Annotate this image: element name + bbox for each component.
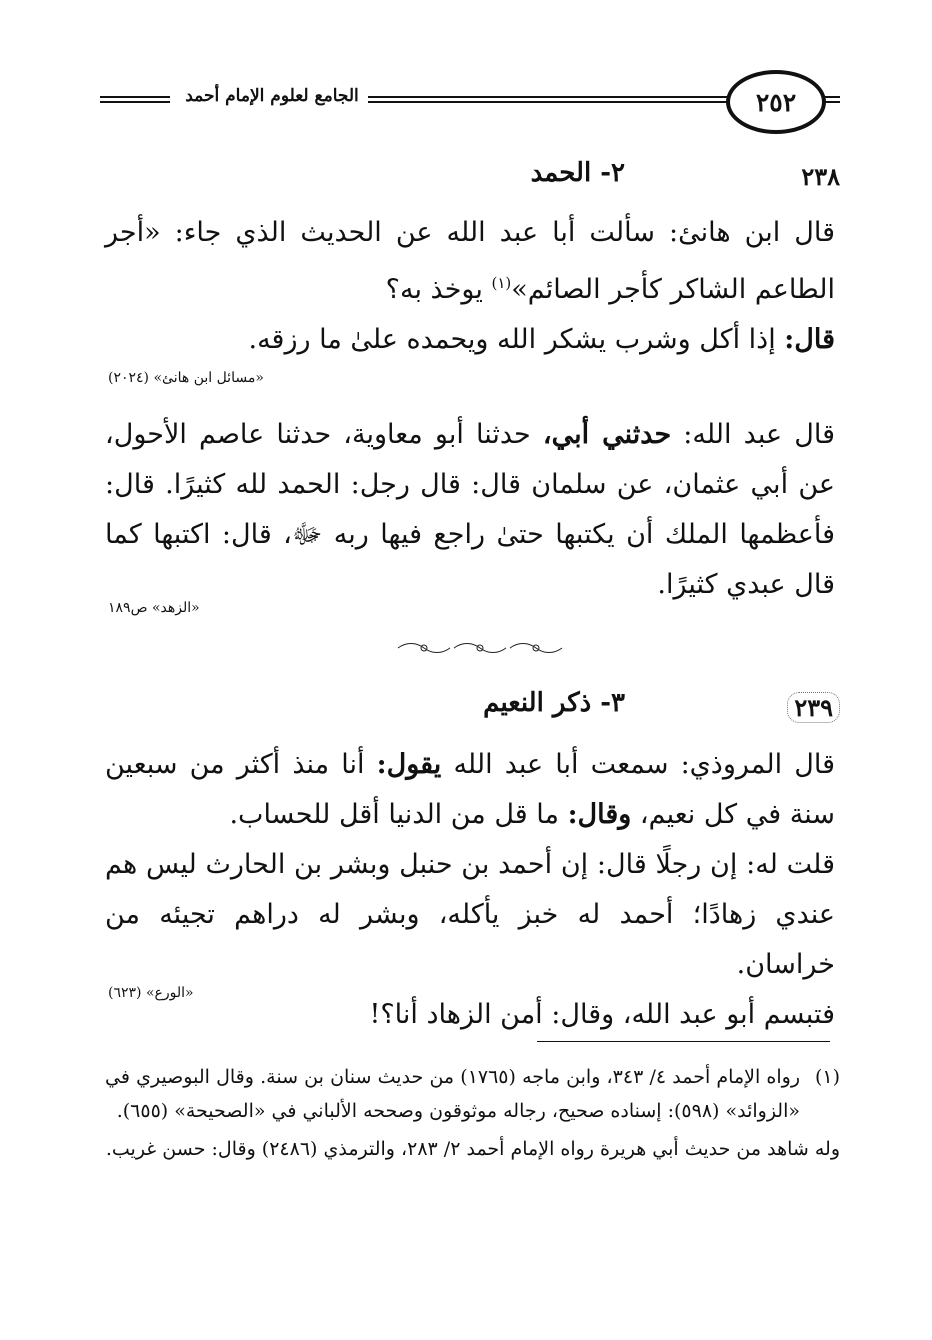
source-citation: «الورع» (٦٢٣) [108,985,194,1001]
entry-text-239 [105,740,835,1040]
entry-title: ٣- ذكر النعيم [483,688,625,718]
footnote-1 [105,1060,840,1128]
paragraph: قلت له: إن رجلًا قال: إن أحمد بن حنبل وبشر بن الحارث ليس هم عندي زهادًا؛ أحمد له خبز يأكله، وبشر له دراهم تجيئه من خراسان. [105,849,835,980]
footnote-continuation: وله شاهد من حديث أبي هريرة رواه الإمام أحمد ٢/ ٢٨٣، والترمذي (٢٤٨٦) وقال: حسن غريب. [105,1138,840,1160]
text-run: قال المروذي: سمعت أبا عبد الله [441,749,835,780]
header-rule-left [100,96,170,103]
source-citation: «الزهد» ص١٨٩ [108,600,200,616]
book-title: الجامع لعلوم الإمام أحمد [185,86,359,106]
footnote-separator [537,1041,830,1042]
running-header [100,70,840,130]
paragraph: فتبسم أبو عبد الله، وقال: أمن الزهاد أنا؟! [369,999,835,1030]
bold-run: وقال: [567,799,632,830]
bold-run: يقول: [376,749,442,780]
text-run: حدثنا أبو معاوية، حدثنا عاصم الأحول، عن أبي عثمان، عن سلمان قال: قال رجل: الحمد لله كثيرًا. قال: فأعظمها الملك أن يكتبها حتىٰ راجع فيها ربه ﷻ، قال: اكتبها كما قال عبدي كثيرًا. [105,419,835,600]
paragraph [105,208,835,315]
text-run: قال ابن هانئ: سألت أبا عبد الله عن الحديث الذي جاء: «أجر الطاعم الشاكر كأجر الصائم» [105,217,835,305]
page-number: ٢٥٢ [726,70,826,134]
bold-run: قال: [784,324,835,355]
bold-run: حدثني أبي، [542,419,672,450]
entry-number: ٢٣٨ [801,162,840,191]
entry-heading-239 [100,688,840,728]
footnote-text: رواه الإمام أحمد ٤/ ٣٤٣، وابن ماجه (١٧٦٥) من حديث سنان بن سنة. وقال البوصيري في «الزوائد» (٥٩٨): إسناده صحيح، رجاله موثوقون وصححه الألباني في «الصحيحة» (٦٥٥). [105,1066,801,1122]
entry-title: ٢- الحمد [530,158,625,188]
entry-heading-238 [100,158,840,198]
footnote-mark: (١) [814,1066,840,1088]
ornament-divider [396,640,566,656]
text-run: إذا أكل وشرب يشكر الله ويحمده علىٰ ما رزقه. [248,324,785,355]
footnote-ref: (١) [491,274,512,292]
text-run: أنا منذ أكثر من سبعين سنة في كل نعيم، [105,749,835,830]
header-rule-right [822,96,840,103]
source-citation: «مسائل ابن هانئ» (٢٠٢٤) [108,370,264,386]
footnotes [105,1060,840,1166]
paragraph [105,315,835,365]
text-run: يوخذ به؟ [385,274,492,305]
entry-text-238-b [105,410,835,610]
entry-number: ٢٣٩ [787,692,840,723]
text-run: ما قل من الدنيا أقل للحساب. [229,799,568,830]
paragraph [105,740,835,840]
entry-text-238-a [105,208,835,365]
text-run: قال عبد الله: [671,419,835,450]
paragraph [105,410,835,610]
